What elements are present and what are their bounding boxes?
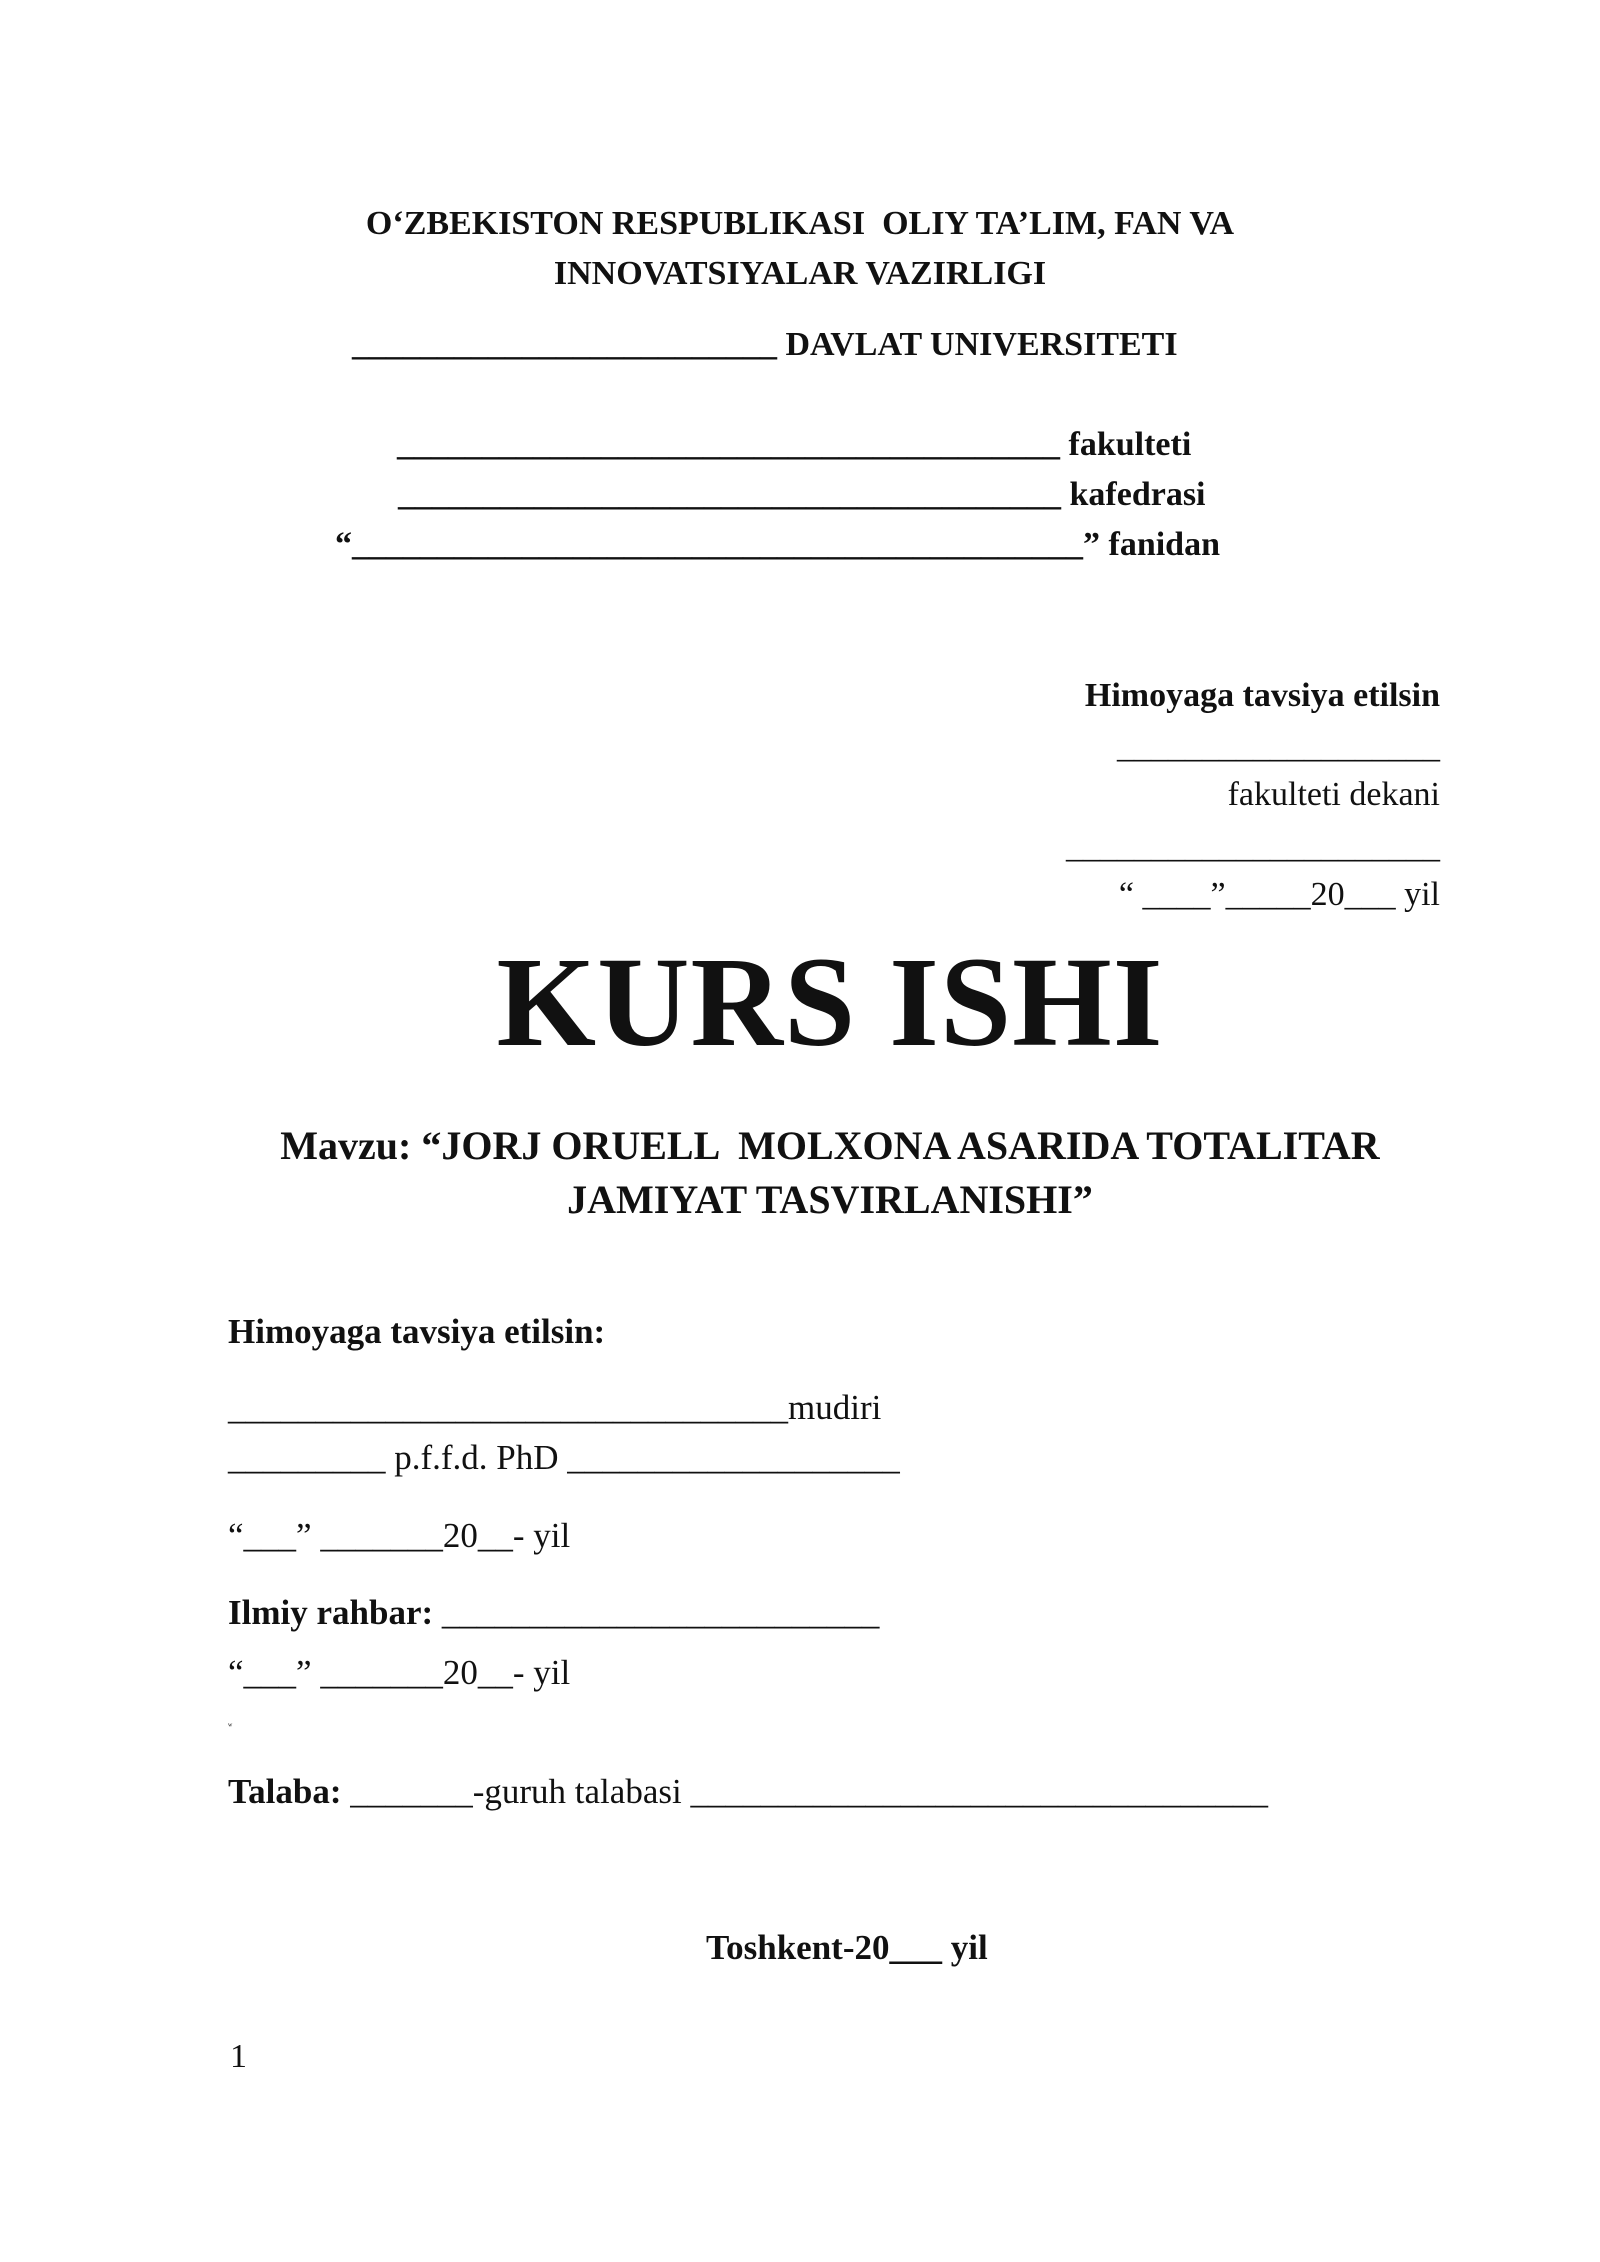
- department-line: _______________________________________ kafedrasi: [398, 476, 1206, 513]
- department-approval-date: “___” _______20__- yil: [228, 1516, 571, 1555]
- degree-line: _________ p.f.f.d. PhD ___________________: [228, 1438, 900, 1477]
- dean-approval-heading: Himoyaga tavsiya etilsin: [1084, 677, 1440, 714]
- supervisor-date: “___” _______20__- yil: [228, 1653, 571, 1692]
- supervisor-row: [228, 1595, 879, 1630]
- ministry-line-1: O‘ZBEKISTON RESPUBLIKASI OLIY TA’LIM, FAN VA: [365, 205, 1235, 242]
- student-row: [228, 1774, 1268, 1809]
- faculty-line: _______________________________________ fakulteti: [397, 426, 1192, 463]
- stray-mark: ʷ: [228, 1721, 233, 1732]
- dean-name-line: ______________________: [1066, 828, 1440, 865]
- dean-signature-line: ___________________: [1117, 728, 1440, 765]
- department-head-line: ________________________________mudiri: [228, 1388, 882, 1427]
- city-year: Toshkent-20___ yil: [706, 1928, 988, 1967]
- dean-approval-date: “ ____”_____20___ yil: [1118, 876, 1440, 913]
- subject-line: “___________________________________________” fanidan: [335, 526, 1220, 563]
- department-approval-heading: Himoyaga tavsiya etilsin:: [228, 1312, 606, 1351]
- page-number: 1: [230, 2038, 247, 2075]
- university-line: _________________________ DAVLAT UNIVERSITETI: [352, 326, 1178, 363]
- topic-line-1: Mavzu: “JORJ ORUELL MOLXONA ASARIDA TOTALITAR: [280, 1123, 1380, 1168]
- dean-role: fakulteti dekani: [1227, 776, 1440, 813]
- topic-line-2: JAMIYAT TASVIRLANISHI”: [567, 1177, 1093, 1222]
- student-line: _______-guruh talabasi _________________________________: [341, 1772, 1268, 1811]
- supervisor-label: Ilmiy rahbar:: [228, 1593, 434, 1632]
- supervisor-line: _________________________: [433, 1593, 880, 1632]
- ministry-line-2: INNOVATSIYALAR VAZIRLIGI: [553, 255, 1047, 292]
- student-label: Talaba:: [228, 1772, 342, 1811]
- page-title: KURS ISHI: [496, 931, 1164, 1073]
